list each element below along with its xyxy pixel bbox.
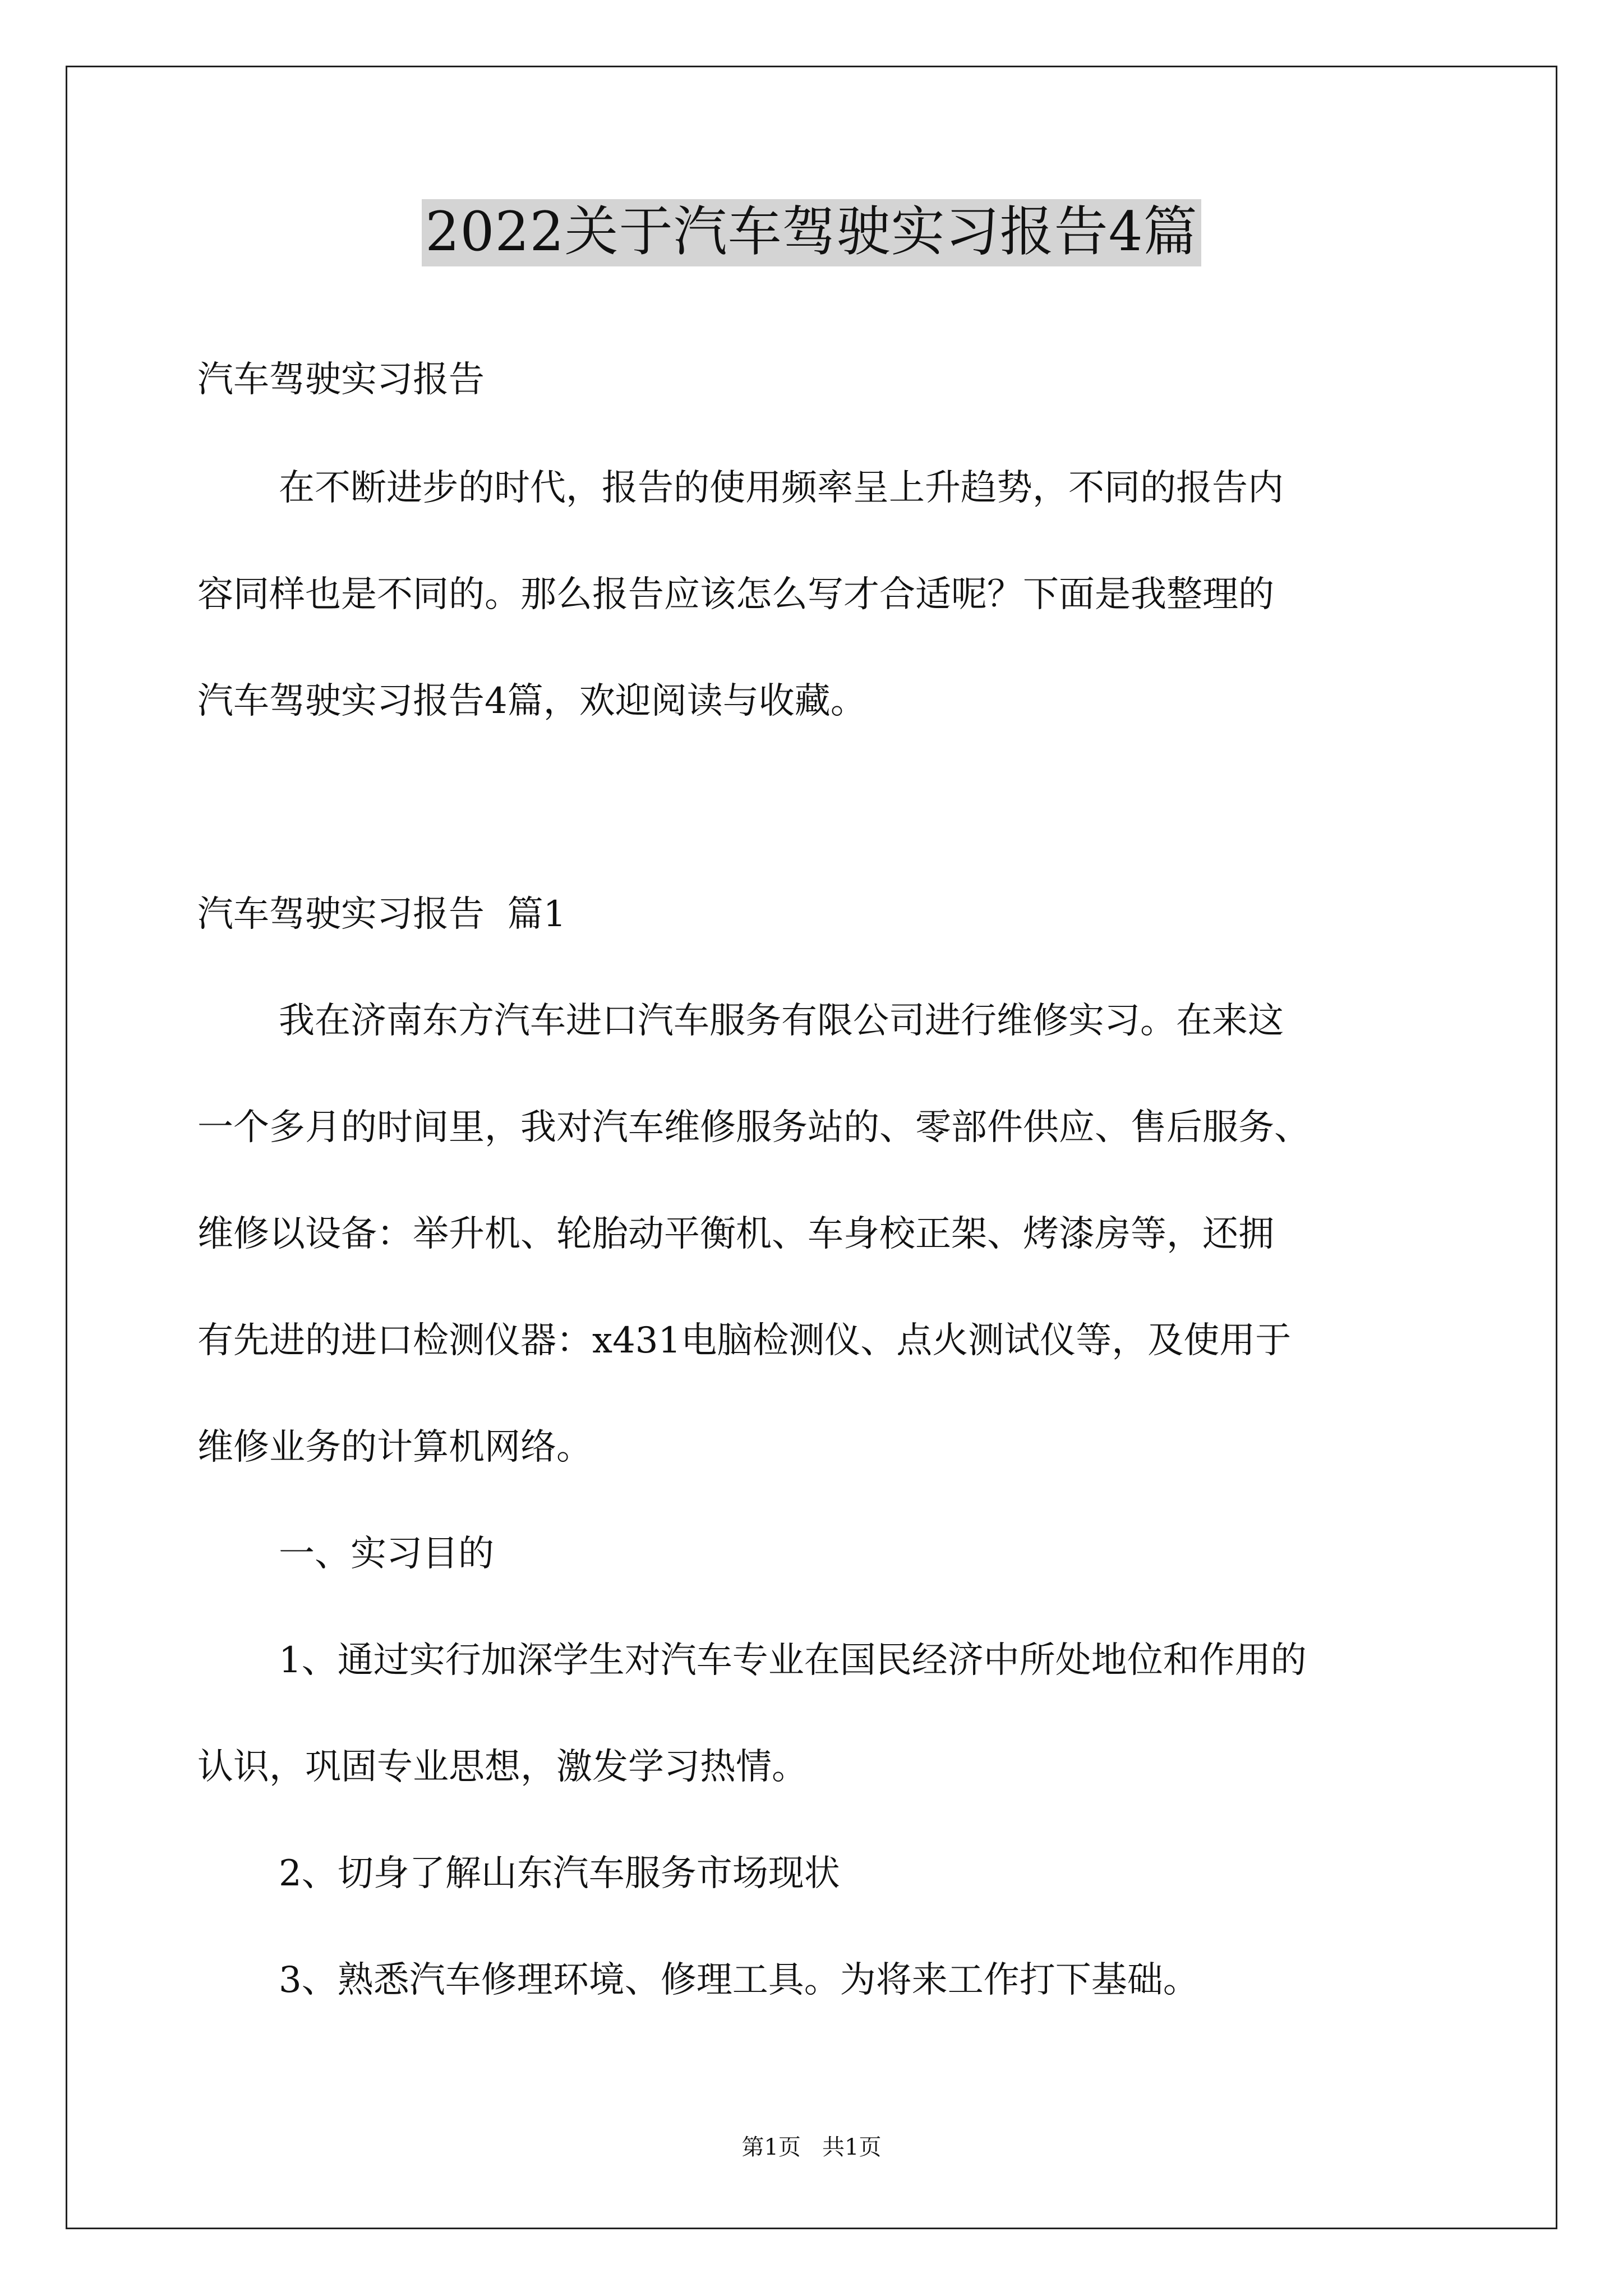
- body-line-1: 我在济南东方汽车进口汽车服务有限公司进行维修实习。在来这: [279, 1000, 1284, 1042]
- document-title: [0, 199, 1623, 266]
- intro-line-1: 在不断进步的时代，报告的使用频率呈上升趋势，不同的报告内: [279, 467, 1284, 509]
- document-title-text: 2022关于汽车驾驶实习报告4篇: [422, 199, 1201, 266]
- part-heading: 汽车驾驶实习报告 篇1: [197, 894, 566, 935]
- objective-line-3: 2、切身了解山东汽车服务市场现状: [279, 1853, 840, 1894]
- body-line-3: 维修以设备：举升机、轮胎动平衡机、车身校正架、烤漆房等，还拥: [197, 1213, 1274, 1255]
- intro-line-2: 容同样也是不同的。那么报告应该怎么写才合适呢？下面是我整理的: [197, 574, 1274, 615]
- subheading-objectives: 一、实习目的: [279, 1533, 494, 1575]
- objective-line-1: 1、通过实行加深学生对汽车专业在国民经济中所处地位和作用的: [279, 1640, 1307, 1681]
- body-line-4: 有先进的进口检测仪器：x431电脑检测仪、点火测试仪等，及使用于: [197, 1320, 1292, 1361]
- objective-line-2: 认识，巩固专业思想，激发学习热情。: [197, 1746, 808, 1788]
- page-footer: 第1页 共1页: [741, 2134, 882, 2160]
- body-line-2: 一个多月的时间里，我对汽车维修服务站的、零部件供应、售后服务、: [197, 1107, 1310, 1148]
- objective-line-4: 3、熟悉汽车修理环境、修理工具。为将来工作打下基础。: [279, 1959, 1199, 2001]
- body-line-5: 维修业务的计算机网络。: [197, 1427, 592, 1468]
- intro-line-3: 汽车驾驶实习报告4篇，欢迎阅读与收藏。: [197, 680, 866, 722]
- section-heading: 汽车驾驶实习报告: [197, 359, 485, 401]
